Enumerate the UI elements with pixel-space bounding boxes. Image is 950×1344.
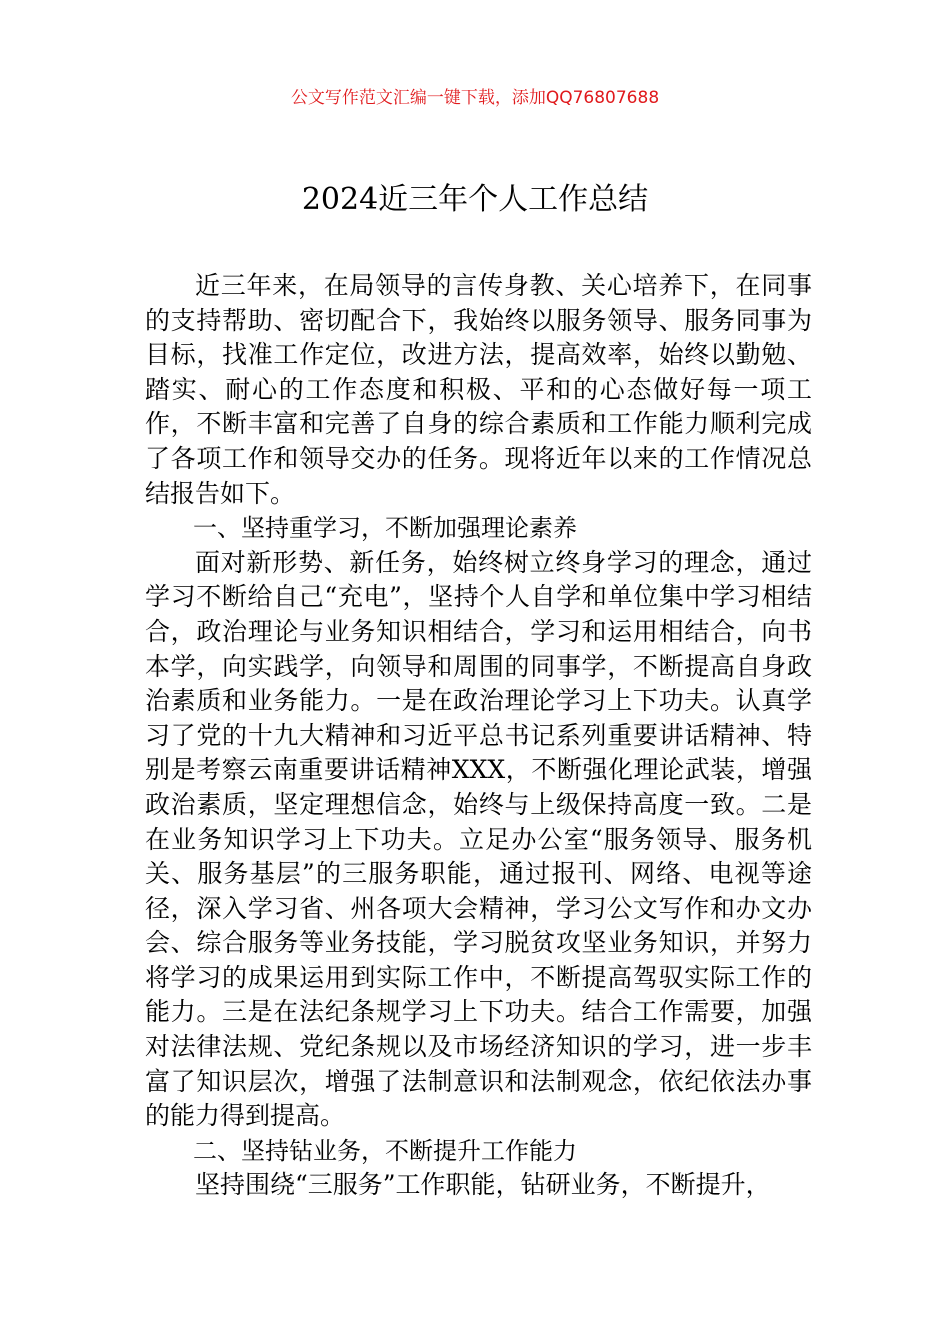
document-title: 2024近三年个人工作总结 [301, 182, 649, 217]
section-heading-1: 一、坚持重学习，不断加强理论素养 [193, 514, 577, 543]
paragraph-intro: 近三年来，在局领导的言传身教、关心培养下，在同事的支持帮助、密切配合下，我始终以服务领导、服务同事为目标，找准工作定位，改进方法，提高效率，始终以勤勉、踏实、耐心的工作态度和积极、平和的心态做好每一项工作，不断丰富和完善了自身的综合素质和工作能力顺利完成了各项工作和领导交办的任务。现将近年以来的工作情况总结报告如下。 [145, 271, 812, 508]
paragraph-study: 面对新形势、新任务，始终树立终身学习的理念，通过学习不断给自己“充电”，坚持个人自学和单位集中学习相结合，政治理论与业务知识相结合，学习和运用相结合，向书本学，向实践学，向领导和周围的同事学，不断提高自身政治素质和业务能力。一是在政治理论学习上下功夫。认真学习了党的十九大精神和习近平总书记系列重要讲话精神、特别是考察云南重要讲话精神XXX，不断强化理论武装，增强政治素质，坚定理想信念，始终与上级保持高度一致。二是在业务知识学习上下功夫。立足办公室“服务领导、服务机关、服务基层”的三服务职能，通过报刊、网络、电视等途径，深入学习省、州各项大会精神，学习公文写作和办文办会、综合服务等业务技能，学习脱贫攻坚业务知识，并努力将学习的成果运用到实际工作中，不断提高驾驭实际工作的能力。三是在法纪条规学习上下功夫。结合工作需要，加强对法律法规、党纪条规以及市场经济知识的学习，进一步丰富了知识层次，增强了法制意识和法制观念，依纪依法办事的能力得到提高。 [145, 547, 812, 1131]
download-promo-note: 公文写作范文汇编一键下载，添加QQ76807688 [290, 88, 660, 108]
document-body [145, 269, 812, 1203]
section-heading-2: 二、坚持钻业务，不断提升工作能力 [193, 1136, 577, 1165]
paragraph-business: 坚持围绕“三服务”工作职能，钻研业务，不断提升， [195, 1170, 771, 1200]
